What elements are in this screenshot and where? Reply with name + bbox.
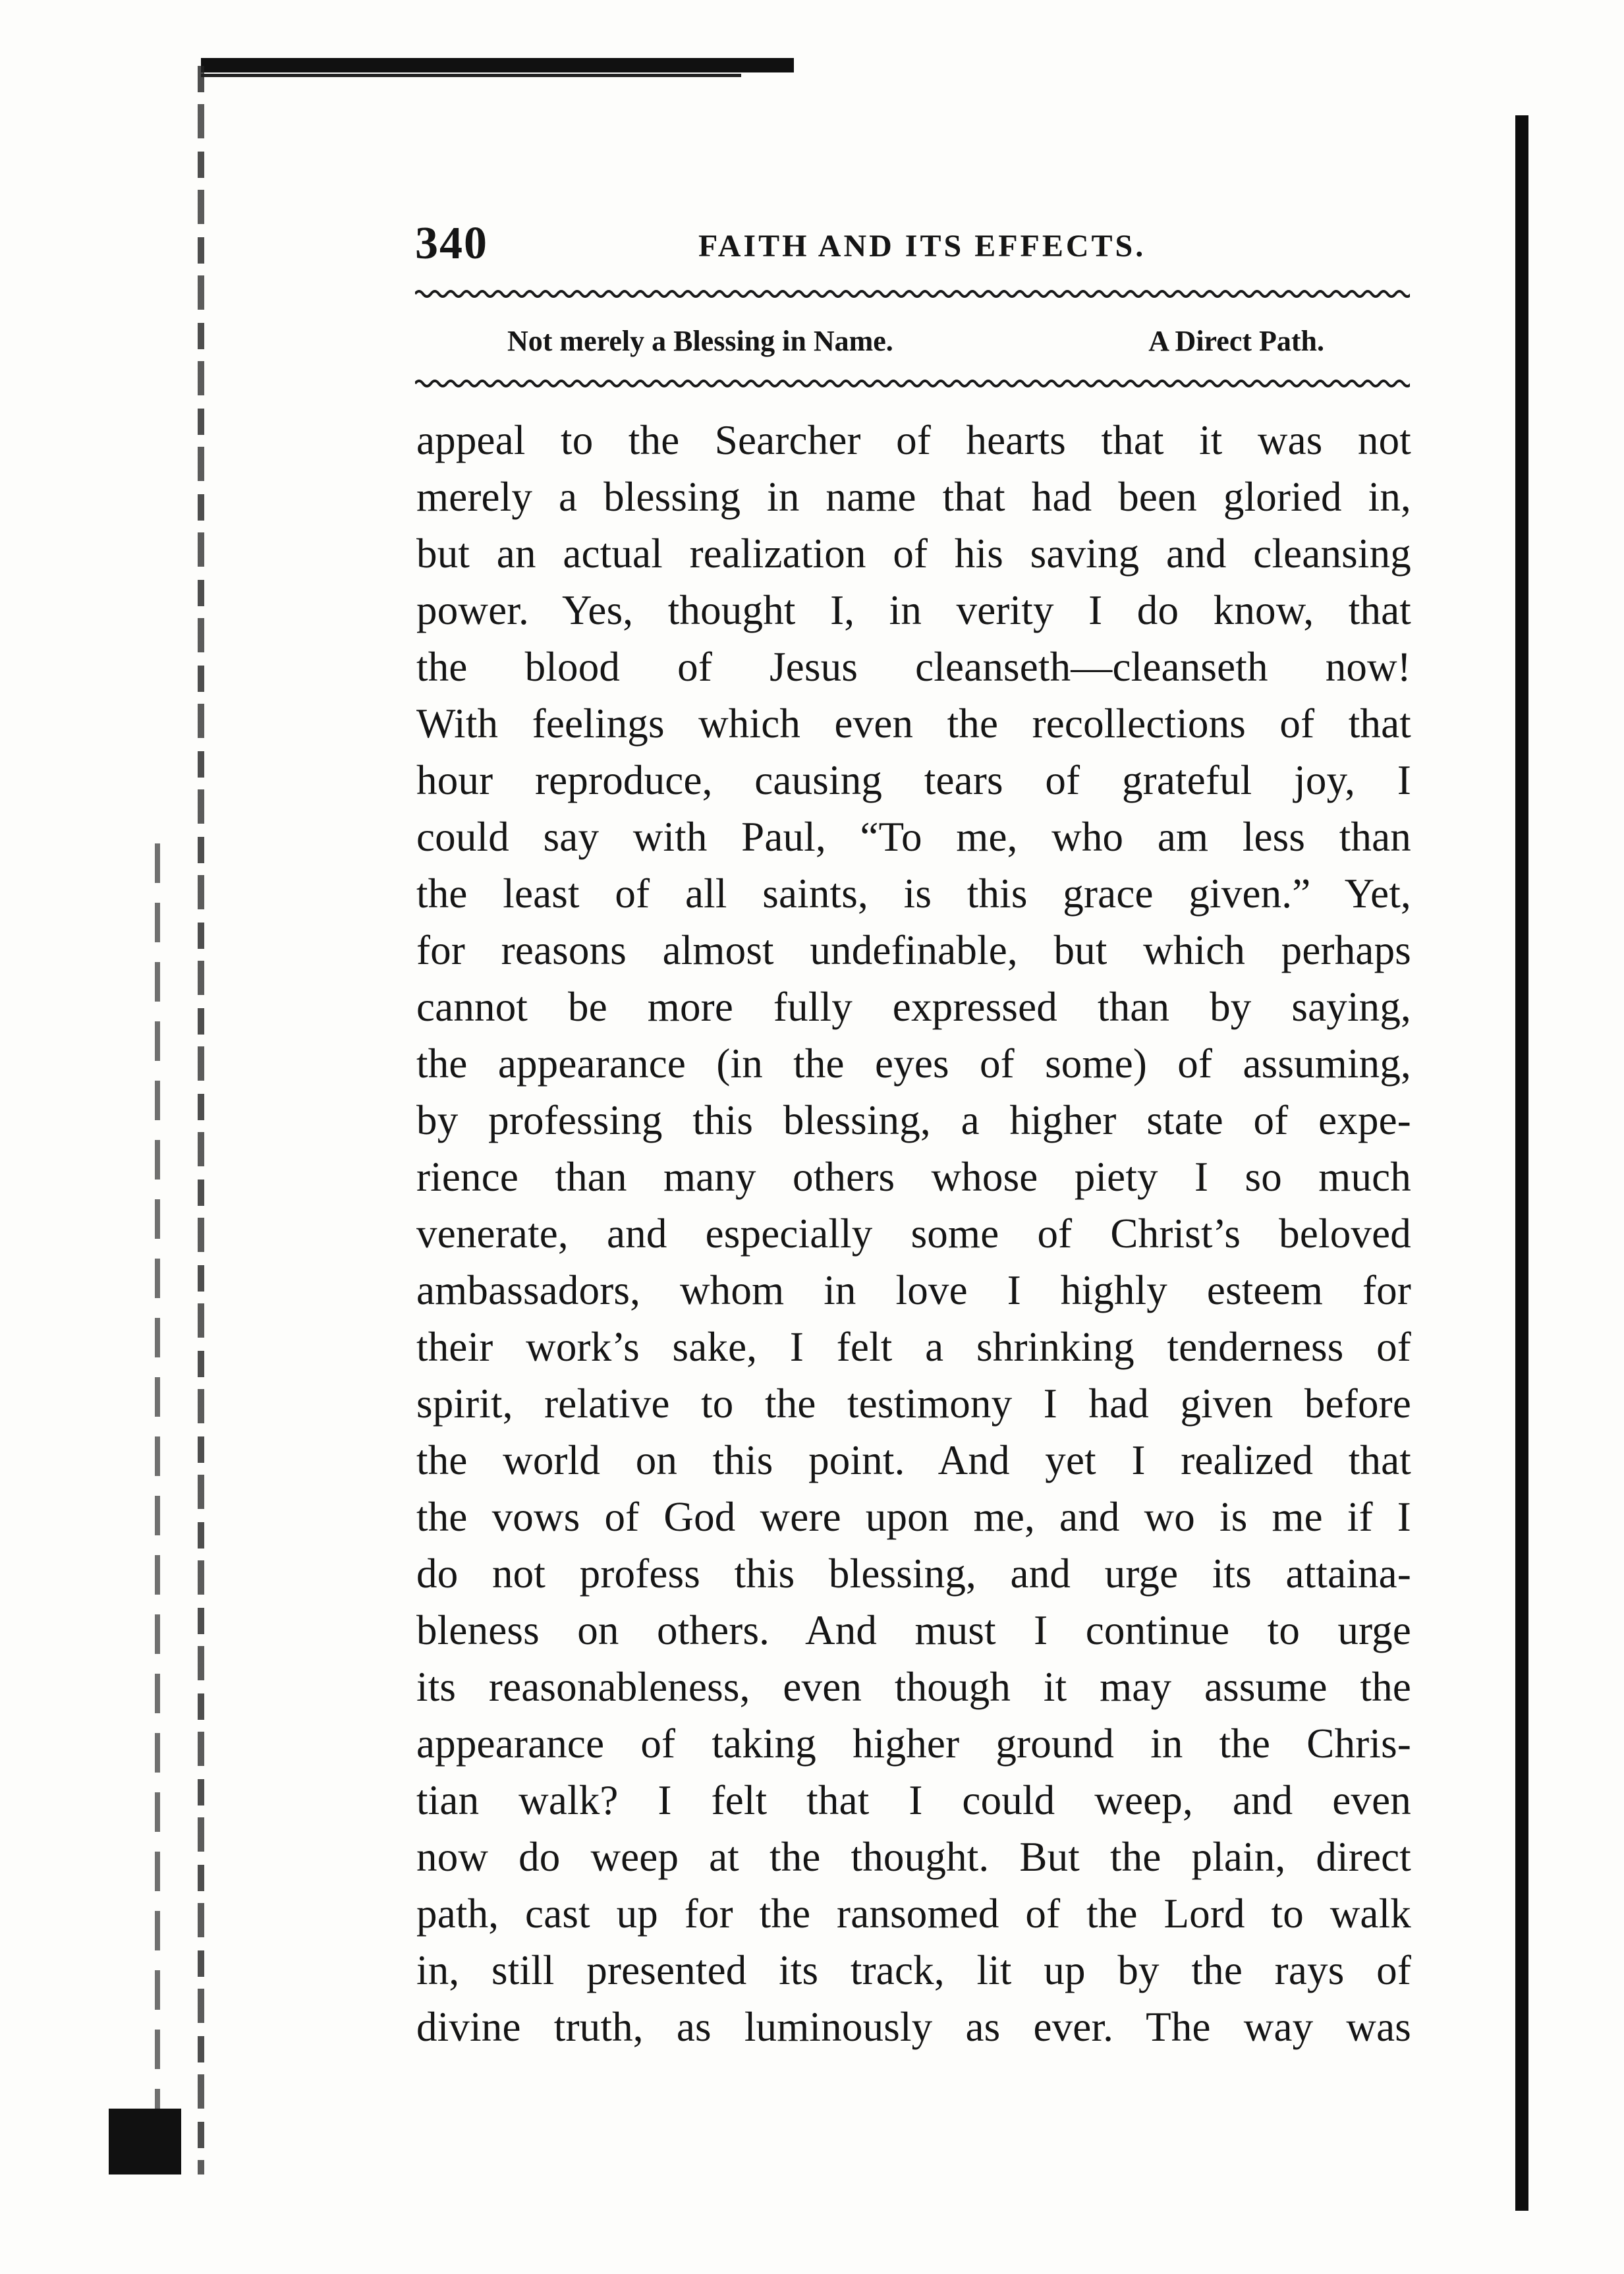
subheadings	[415, 324, 1410, 370]
page-number: 340	[415, 218, 488, 269]
text-line: for reasons almost undefinable, but which perhaps	[416, 927, 1411, 973]
text-line: spirit, relative to the testimony I had given before	[416, 1380, 1411, 1427]
text-line: its reasonableness, even though it may assume the	[416, 1664, 1411, 1710]
text-line: the least of all saints, is this grace given.” Yet,	[416, 870, 1411, 917]
text-line: in, still presented its track, lit up by the rays of	[416, 1947, 1411, 1993]
subheading-left: Not merely a Blessing in Name.	[507, 325, 893, 357]
text-line: do not profess this blessing, and urge its attaina-	[416, 1550, 1411, 1597]
running-head	[415, 217, 1416, 277]
wavy-rule-bottom	[415, 377, 1410, 390]
text-line: by professing this blessing, a higher state of expe-	[416, 1097, 1411, 1143]
text-line: the appearance (in the eyes of some) of assuming,	[416, 1040, 1411, 1087]
text-line: the blood of Jesus cleanseth—cleanseth now!	[416, 644, 1411, 690]
text-line: rience than many others whose piety I so much	[416, 1154, 1411, 1200]
text-line: bleness on others. And must I continue to urge	[416, 1607, 1411, 1653]
text-line: divine truth, as luminously as ever. The way was	[416, 2004, 1411, 2050]
text-line: hour reproduce, causing tears of grateful joy, I	[416, 757, 1411, 803]
scan-edge-left-inner	[155, 843, 160, 2161]
text-line: could say with Paul, “To me, who am less than	[416, 814, 1411, 860]
text-line: power. Yes, thought I, in verity I do know, that	[416, 587, 1411, 633]
scan-edge-right	[1515, 115, 1528, 2211]
text-line: the vows of God were upon me, and wo is me if I	[416, 1494, 1411, 1540]
scan-edge-left	[198, 66, 204, 2175]
scan-edge-corner	[109, 2109, 181, 2175]
scan-edge-top	[201, 58, 794, 72]
text-line: appearance of taking higher ground in the Chris-	[416, 1720, 1411, 1767]
scan-edge-top-thin	[201, 74, 741, 77]
running-title: FAITH AND ITS EFFECTS.	[698, 229, 1146, 264]
text-line: the world on this point. And yet I realized that	[416, 1437, 1411, 1483]
subheading-right: A Direct Path.	[1148, 325, 1324, 357]
text-line: ambassadors, whom in love I highly esteem for	[416, 1267, 1411, 1313]
body-text	[416, 412, 1411, 2055]
text-line: appeal to the Searcher of hearts that it was not	[416, 417, 1411, 463]
text-line: path, cast up for the ransomed of the Lord to walk	[416, 1890, 1411, 1937]
text-line: venerate, and especially some of Christ’s beloved	[416, 1210, 1411, 1257]
text-line: now do weep at the thought. But the plain, direct	[416, 1834, 1411, 1880]
wavy-rule-top	[415, 287, 1410, 300]
text-line: but an actual realization of his saving and cleansing	[416, 530, 1411, 577]
text-line: their work’s sake, I felt a shrinking tenderness of	[416, 1324, 1411, 1370]
text-line: cannot be more fully expressed than by saying,	[416, 984, 1411, 1030]
text-line: With feelings which even the recollections of that	[416, 700, 1411, 747]
text-line: merely a blessing in name that had been gloried in,	[416, 474, 1411, 520]
text-line: tian walk? I felt that I could weep, and even	[416, 1777, 1411, 1823]
